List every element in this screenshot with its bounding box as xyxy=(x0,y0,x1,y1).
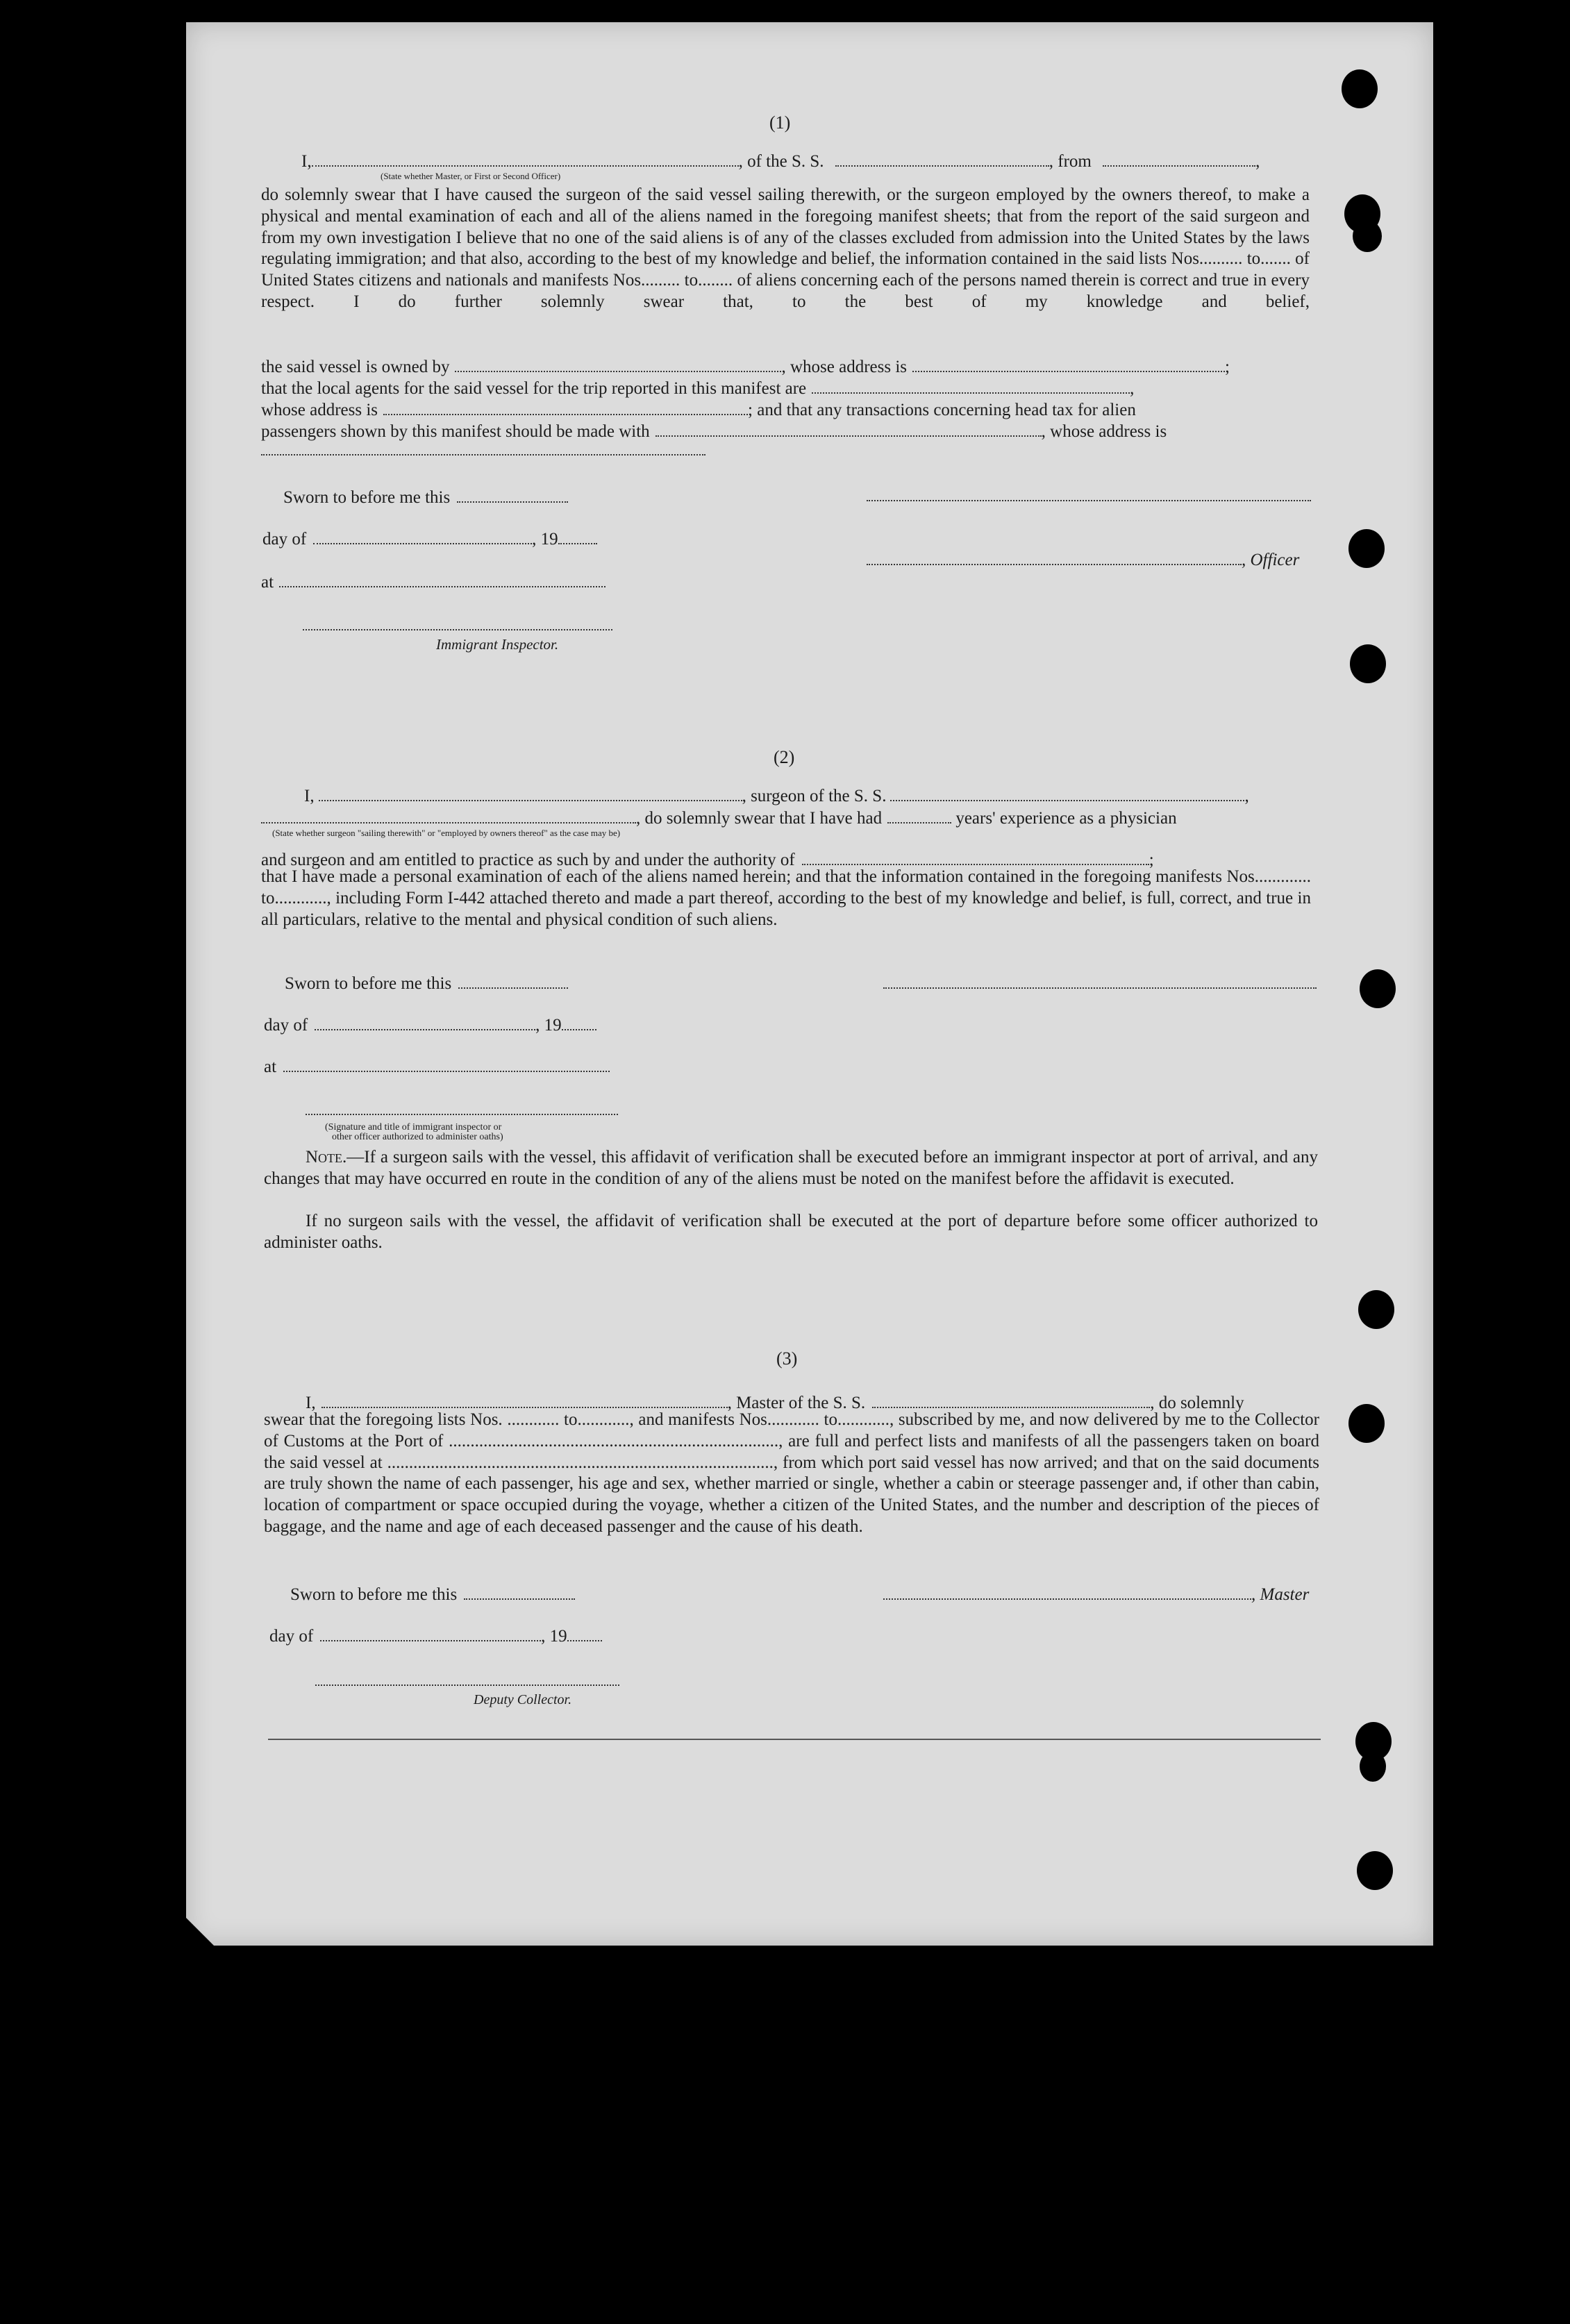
collector-signature-blank xyxy=(315,1685,619,1686)
label-of-ss: , of the S. S. xyxy=(738,152,824,171)
label-master: , Master xyxy=(1251,1585,1310,1604)
label-passengers: passengers shown by this manifest should be made with xyxy=(261,422,650,441)
label-head-tax: ; and that any transactions concerning head tax for alien xyxy=(748,401,1136,419)
owned-by-line: the said vessel is owned by , whose address is ; xyxy=(261,358,1230,376)
binder-hole xyxy=(1357,1851,1393,1890)
label-i: I, xyxy=(306,1394,316,1412)
label-sworn: Sworn to before me this xyxy=(283,488,451,507)
note-body: —If a surgeon sails with the vessel, this affidavit of verification shall be executed before an immigrant inspector at port of arrival, and any changes that may have occurred en route in the condition of any of the aliens must be noted on the manifest before the affidavit is executed. xyxy=(264,1148,1318,1188)
sworn-line-2 xyxy=(285,975,568,992)
section-2-number: (2) xyxy=(774,747,795,767)
note-paragraph xyxy=(264,1147,1318,1190)
binder-hole xyxy=(1360,969,1396,1008)
officer-signature-blank xyxy=(867,500,1311,501)
binder-hole xyxy=(1358,1290,1394,1329)
label-year: , 19 xyxy=(541,1627,567,1646)
section-1-first-line: I, , of the S. S. , from , xyxy=(301,152,1260,171)
label-day-of: day of xyxy=(262,530,307,549)
label-sworn: Sworn to before me this xyxy=(285,974,452,993)
section-2-second-line xyxy=(261,810,1177,827)
sworn-line-3 xyxy=(290,1586,575,1603)
inspector-signature-blank xyxy=(303,629,612,630)
signature-note-2: other officer authorized to administer oaths) xyxy=(332,1132,503,1142)
officer-line xyxy=(867,551,1299,569)
section-3-body: swear that the foregoing lists Nos. ............ to............, and manifests Nos............ to............, subscribed by me, and now delivered by me to the Collector of Customs at the Port of ............................................................................, are full and perfect lists and manifests of all the passengers taken on board the said vessel at ........................................................................................., from which port said vessel has now arrived; and that on the said documents are truly shown the name of each passenger, his age and sex, whether married or single, whether a cabin or steerage passenger and, if other than cabin, location of compartment or space occupied during the voyage, whether a citizen of the United States, and the number and description of the pieces of baggage, and the name and age of each deceased passenger and the cause of his death. xyxy=(264,1410,1319,1536)
day-line xyxy=(262,530,597,548)
label-year: , 19 xyxy=(535,1016,562,1035)
label-do-solemnly: , do solemnly xyxy=(1150,1394,1244,1412)
inspector-signature-blank-2 xyxy=(306,1114,618,1115)
label-officer: , Officer xyxy=(1242,551,1300,569)
note-second-paragraph: If no surgeon sails with the vessel, the affidavit of verification shall be executed at the port of departure before some officer authorized to administer oaths. xyxy=(264,1212,1318,1252)
day-line-3 xyxy=(269,1628,602,1645)
section-2-first-line: I, , surgeon of the S. S. , xyxy=(304,787,1249,805)
binder-hole xyxy=(1353,220,1382,252)
master-signature-line xyxy=(883,1586,1309,1603)
binder-hole xyxy=(1348,529,1385,568)
day-line-2 xyxy=(264,1017,596,1034)
label-do-solemnly: , do solemnly swear that I have had xyxy=(636,809,883,828)
label-day-of: day of xyxy=(264,1016,308,1035)
label-surgeon-of: , surgeon of the S. S. xyxy=(742,787,887,805)
surgeon-note: (State whether surgeon "sailing therewith" or "employed by owners thereof" as the case may be) xyxy=(272,828,621,838)
officer-note: (State whether Master, or First or Second Officer) xyxy=(381,171,561,181)
section-2-body: that I have made a personal examination of each of the aliens named herein; and that the information contained in the foregoing manifests Nos............. to............, including Form I-442 attached thereto and made a part thereof, according to the best of my knowledge and belief, is full, correct, and true in all particulars, relative to the mental and physical condition of such aliens. xyxy=(261,867,1311,929)
bottom-rule xyxy=(268,1739,1321,1740)
label-day-of: day of xyxy=(269,1627,314,1646)
binder-hole xyxy=(1360,1751,1386,1782)
section-3-number: (3) xyxy=(776,1348,798,1369)
label-at: at xyxy=(261,573,274,592)
at-line xyxy=(261,574,606,591)
collector-caption: Deputy Collector. xyxy=(474,1692,572,1707)
label-authority: and surgeon and am entitled to practice as such by and under the authority of xyxy=(261,851,795,869)
label-years: years' experience as a physician xyxy=(955,809,1177,828)
label-i: I, xyxy=(304,787,315,805)
section-1-body: do solemnly swear that I have caused the surgeon of the said vessel sailing therewith, or the surgeon employed by the owners thereof, to make a physical and mental examination of each and all of the aliens named in the foregoing manifest sheets; that from the report of the said surgeon and from my own investigation I believe that no one of the said aliens is of any of the classes excluded from admission into the United States by the laws regulating immigration; and that also, according to the best of my knowledge and belief, the information contained in the said lists Nos.......... to....... of United States citizens and nationals and manifests Nos......... to........ of aliens concerning each of the persons named therein is correct and true in every respect. I do further solemnly swear that, to the best of my knowledge and belief, xyxy=(261,185,1310,311)
binder-hole xyxy=(1350,644,1386,683)
label-whose-address: , whose address is xyxy=(781,358,908,376)
address-blank xyxy=(261,454,705,455)
note-label: Note. xyxy=(306,1148,347,1167)
manifest-back-page xyxy=(186,22,1433,1946)
label-master-of: , Master of the S. S. xyxy=(727,1394,866,1412)
signature-note-1: (Signature and title of immigrant inspector or xyxy=(325,1122,502,1132)
label-year: , 19 xyxy=(532,530,558,549)
passengers-line xyxy=(261,423,1167,440)
label-sworn: Sworn to before me this xyxy=(290,1585,458,1604)
surgeon-signature-blank xyxy=(883,987,1317,989)
section-1-number: (1) xyxy=(769,112,791,133)
at-line-2 xyxy=(264,1058,610,1076)
label-i: I, xyxy=(301,152,312,171)
sworn-line xyxy=(283,489,568,506)
label-from: , from xyxy=(1049,152,1092,171)
label-whose-address-is: whose address is xyxy=(261,401,378,419)
label-whose-address-end: , whose address is xyxy=(1041,422,1167,441)
label-owned-by: the said vessel is owned by xyxy=(261,358,450,376)
whose-address-line xyxy=(261,401,1136,419)
label-at: at xyxy=(264,1057,277,1076)
binder-hole xyxy=(1348,1404,1385,1443)
inspector-caption: Immigrant Inspector. xyxy=(436,636,559,653)
label-local-agents: that the local agents for the said vessel for the trip reported in this manifest are xyxy=(261,379,807,398)
authority-line: and surgeon and am entitled to practice as such by and under the authority of ; xyxy=(261,851,1154,869)
binder-hole xyxy=(1342,69,1378,108)
local-agents-line: that the local agents for the said vessel for the trip reported in this manifest are , xyxy=(261,379,1135,398)
